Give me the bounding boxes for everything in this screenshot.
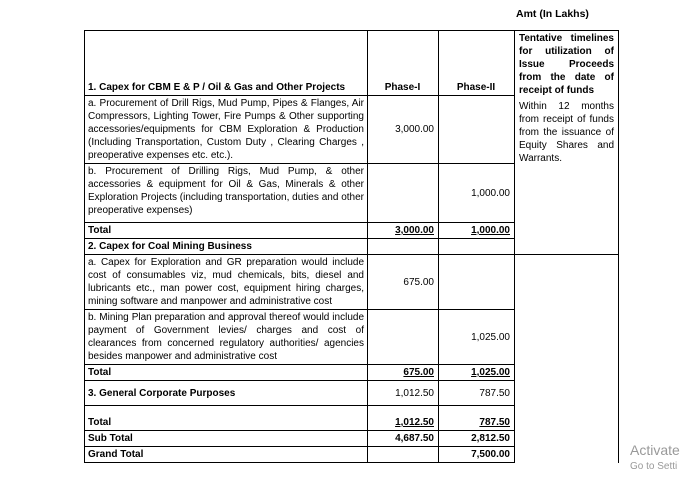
item-2b-phase1 (368, 310, 439, 365)
section3-phase2: 787.50 (439, 381, 515, 406)
timeline-column (515, 31, 619, 255)
section1-total-phase1: 3,000.00 (368, 223, 439, 239)
section1-total-phase2: 1,000.00 (439, 223, 515, 239)
item-1a: a. Procurement of Drill Rigs, Mud Pump, Pipes & Flanges, Air Compressors, Lighting Tower, Fire Pumps & Other supporting accessories/equipments for CBM Exploration & Production (Including Transportation, Custom Duty , Clearing Charges , preoperative expenses etc. etc.). (85, 96, 368, 164)
section2-total-phase1: 675.00 (368, 365, 439, 381)
item-1b: b. Procurement of Drilling Rigs, Mud Pump, & other accessories & equipment for Oil & Gas, Minerals & other Exploration Projects (including transportation, duties and other preoperative expenses) (85, 164, 368, 223)
amount-note: Amt (In Lakhs) (516, 8, 589, 20)
activate-watermark: Activate (630, 442, 680, 458)
sub-total-phase2: 2,812.50 (439, 431, 515, 447)
item-2a-phase1: 675.00 (368, 255, 439, 310)
settings-watermark: Go to Setti (630, 461, 678, 472)
grand-total-value: 7,500.00 (439, 447, 515, 463)
section3-total-phase1: 1,012.50 (368, 406, 439, 431)
grand-total-label: Grand Total (85, 447, 368, 463)
section2-total-label: Total (85, 365, 368, 381)
item-2a-phase2 (439, 255, 515, 310)
item-1b-phase1 (368, 164, 439, 223)
item-2b: b. Mining Plan preparation and approval thereof would include payment of Government levies/ charges and cost of clearances from concerned regulatory authorities/ agencies besides manpower and administrative cost (85, 310, 368, 365)
section2-total-phase2: 1,025.00 (439, 365, 515, 381)
item-2b-phase2: 1,025.00 (439, 310, 515, 365)
header-row (85, 31, 619, 96)
section1-title: 1. Capex for CBM E & P / Oil & Gas and Other Projects (85, 31, 368, 96)
section3-title: 3. General Corporate Purposes (85, 381, 368, 406)
section1-total-label: Total (85, 223, 368, 239)
section2-title: 2. Capex for Coal Mining Business (85, 239, 368, 255)
issue-proceeds-table (84, 30, 619, 463)
item-2a: a. Capex for Exploration and GR preparation would include cost of consumables viz, mud chemicals, bits, diesel and lubricants etc., man power cost, equipment hiring charges, mining software and manpower and administrative cost (85, 255, 368, 310)
timeline-text: Within 12 months from receipt of funds from the issuance of Equity Shares and Warrants. (519, 101, 614, 164)
sub-total-phase1: 4,687.50 (368, 431, 439, 447)
timelines-header: Tentative timelines for utilization of Issue Proceeds from the date of receipt of funds (519, 33, 614, 96)
section3-total-label: Total (85, 406, 368, 431)
phase1-header: Phase-I (368, 31, 439, 96)
phase2-header: Phase-II (439, 31, 515, 96)
item-1a-phase1: 3,000.00 (368, 96, 439, 164)
item-1b-phase2: 1,000.00 (439, 164, 515, 223)
table-row (85, 255, 619, 310)
section3-phase1: 1,012.50 (368, 381, 439, 406)
sub-total-label: Sub Total (85, 431, 368, 447)
section3-total-phase2: 787.50 (439, 406, 515, 431)
item-1a-phase2 (439, 96, 515, 164)
